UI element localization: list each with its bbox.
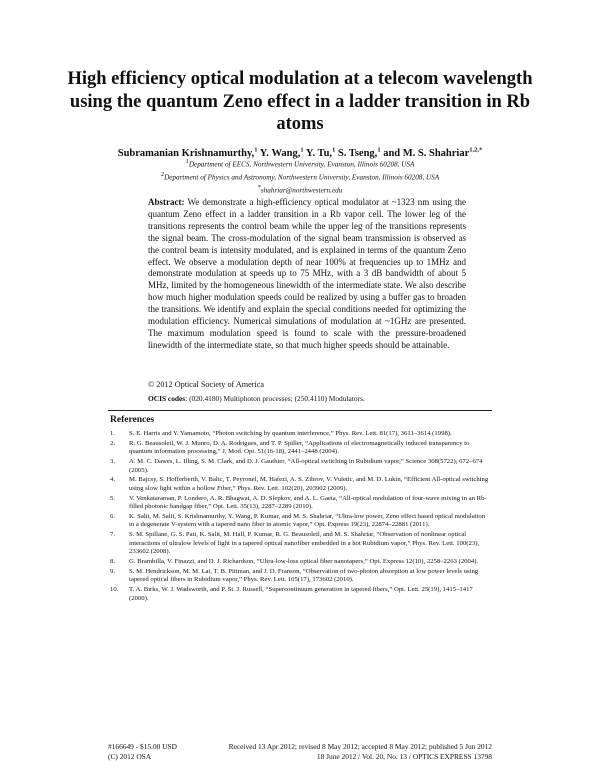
author-email[interactable]: *shahriar@northwestern.edu bbox=[257, 183, 343, 195]
reference-list bbox=[110, 430, 490, 604]
reference-item: 5. V. Venkataraman, P. Londero, A. R. Bhagwat, A. D. Slepkov, and A. L. Gaeta, “All-optical modulation of four-wave mixing in an Rb-filled photonic bandgap fiber,” Opt. Lett. 35(13), 2287–2289 (2010). bbox=[110, 494, 487, 511]
reference-item: 3. A. M. C. Dawes, L. Illing, S. M. Clark, and D. J. Gauthier, “All-optical switching in Rubidium vapor,” Science 308(5722), 672–674 (2005). bbox=[110, 458, 483, 474]
author: and M. S. Shahriar$^{1,2,*}$ bbox=[380, 146, 483, 159]
footer-dates: Received 13 Apr 2012; revised 8 May 2012; accepted 8 May 2012; published 5 Jun 2012 bbox=[228, 742, 492, 751]
reference-item: 4. M. Bajcsy, S. Hofferberth, V. Balic, T. Peyronel, M. Hafezi, A. S. Zibrov, V. Vuletic, and M. D. Lukin, “Efficient All-optical switching using slow light within a hollow Fiber,” Phys. Rev. Lett. 102(20), 203902 (2009). bbox=[110, 476, 489, 492]
affiliation: $^2$Department of Physics and Astronomy, Northwestern University, Evanston, Illinois 60208, USA bbox=[160, 170, 440, 182]
abstract bbox=[148, 197, 466, 352]
reference-item: 1. S. E. Harris and Y. Yamamoto, “Photon switching by quantum interference,” Phys. Rev. Lett. 81(17), 3611–3614 (1998). bbox=[110, 430, 452, 437]
abstract-text: We demonstrate a high-efficiency optical modulator at ~1323 nm using the quantum Zeno effect in a ladder transition in a Rb vapor cell. The lower leg of the transitions represents the control beam while the upper leg of the transitions represents the signal beam. The cross-modulation of the signal beam transmission is observed as the control beam is intensity modulated, and is explained in terms of the quantum Zeno effect. We observe a modulation depth of near 100% at frequencies up to 1MHz and demonstrate modulation at speeds up to 75 MHz, with a 3 dB bandwidth of about 5 MHz, limited by the homogeneous linewidth of the intermediate state. We also describe how much higher modulation speeds could be realized by using a buffer gas to broaden the transitions. We identify and explain the special conditions needed for optimizing the modulation efficiency. Numerical simulations of modulation at ~1GHz are presented. The maximum modulation speed is found to scale with the pressure-broadened linewidth of the intermediate state, so that much higher speeds should be attainable. bbox=[148, 197, 466, 350]
author: Y. Tu,$^1$ bbox=[303, 146, 336, 159]
reference-item: 8. G. Brambilla, V. Finazzi, and D. J. Richardson, “Ultra-low-loss optical fiber nanotapers,” Opt. Express 12(10), 2258–2263 (2004). bbox=[110, 558, 479, 566]
page-footer bbox=[108, 742, 492, 761]
references-heading: References bbox=[110, 415, 155, 425]
reference-item: 10. T. A. Birks, W. J. Wadsworth, and P. St. J. Russell, “Supercontinuum generation in tapered fibers,” Opt. Lett. 25(19), 1415–1417 (2000). bbox=[110, 586, 473, 602]
reference-item: 2. R. G. Beausoleil, W. J. Munro, D. A. Rodrigues, and T. P. Spiller, “Applications of electromagnetically induced transparency to quantum information processing,” J. Mod. Opt. 51(16-18), 2441–2448 (2004). bbox=[110, 439, 470, 456]
author: Y. Wang,$^1$ bbox=[257, 146, 304, 159]
ocis-codes bbox=[148, 394, 478, 404]
copyright-notice: © 2012 Optical Society of America bbox=[148, 380, 265, 389]
ocis-text: : (020.4180) Multiphoton processes; (250.4110) Modulators. bbox=[185, 394, 365, 403]
reference-item: 6. K. Salit, M. Salit, S. Krishnamurthy, Y. Wang, P. Kumar, and M. S. Shahriar, “Ultra-low power, Zeno effect based optical modulation in a degenerate V-system with a tapered nano fiber in atomic vapor,” Opt. Express 19(23), 22874–22881 (2011). bbox=[110, 512, 486, 529]
author: Subramanian Krishnamurthy,$^1$ bbox=[117, 146, 258, 159]
author: S. Tseng,$^1$ bbox=[335, 146, 381, 159]
section-divider bbox=[108, 410, 492, 411]
footer-price: #166649 - $15.00 USD bbox=[108, 742, 177, 751]
reference-item: 9. S. M. Hendrickson, M. M. Lai, T. B. Pittman, and J. D. Franson, “Observation of two-photon absorption at low power levels using tapered optical fibers in Rubidium vapor,” Phys. Rev. Lett. 105(17), 173602 (2010). bbox=[110, 567, 479, 584]
affiliations bbox=[60, 157, 540, 196]
footer-journal-info: 18 June 2012 / Vol. 20, No. 13 / OPTICS EXPRESS 13798 bbox=[316, 751, 492, 761]
ocis-label: OCIS codes bbox=[148, 394, 186, 403]
paper-title: High efficiency optical modulation at a telecom wavelength using the quantum Zeno effect in a ladder transition in Rb atoms bbox=[67, 69, 533, 134]
abstract-label: Abstract: bbox=[148, 197, 185, 207]
footer-copyright: (C) 2012 OSA bbox=[108, 751, 152, 761]
reference-item: 7. S. M. Spillane, G. S. Pati, K. Salit, M. Hall, P. Kumar, R. G. Beausoleil, and M. S. Shahriar, “Observation of nonlinear optical interactions of ultralow levels of light in a tapered optical nanofiber embedded in a hot Rubidium vapor,” Phys. Rev. Lett. 100(23), 233602 (2008). bbox=[110, 531, 480, 556]
affiliation: $^1$Department of EECS, Northwestern University, Evanston, Illinois 60208, USA bbox=[185, 158, 415, 169]
